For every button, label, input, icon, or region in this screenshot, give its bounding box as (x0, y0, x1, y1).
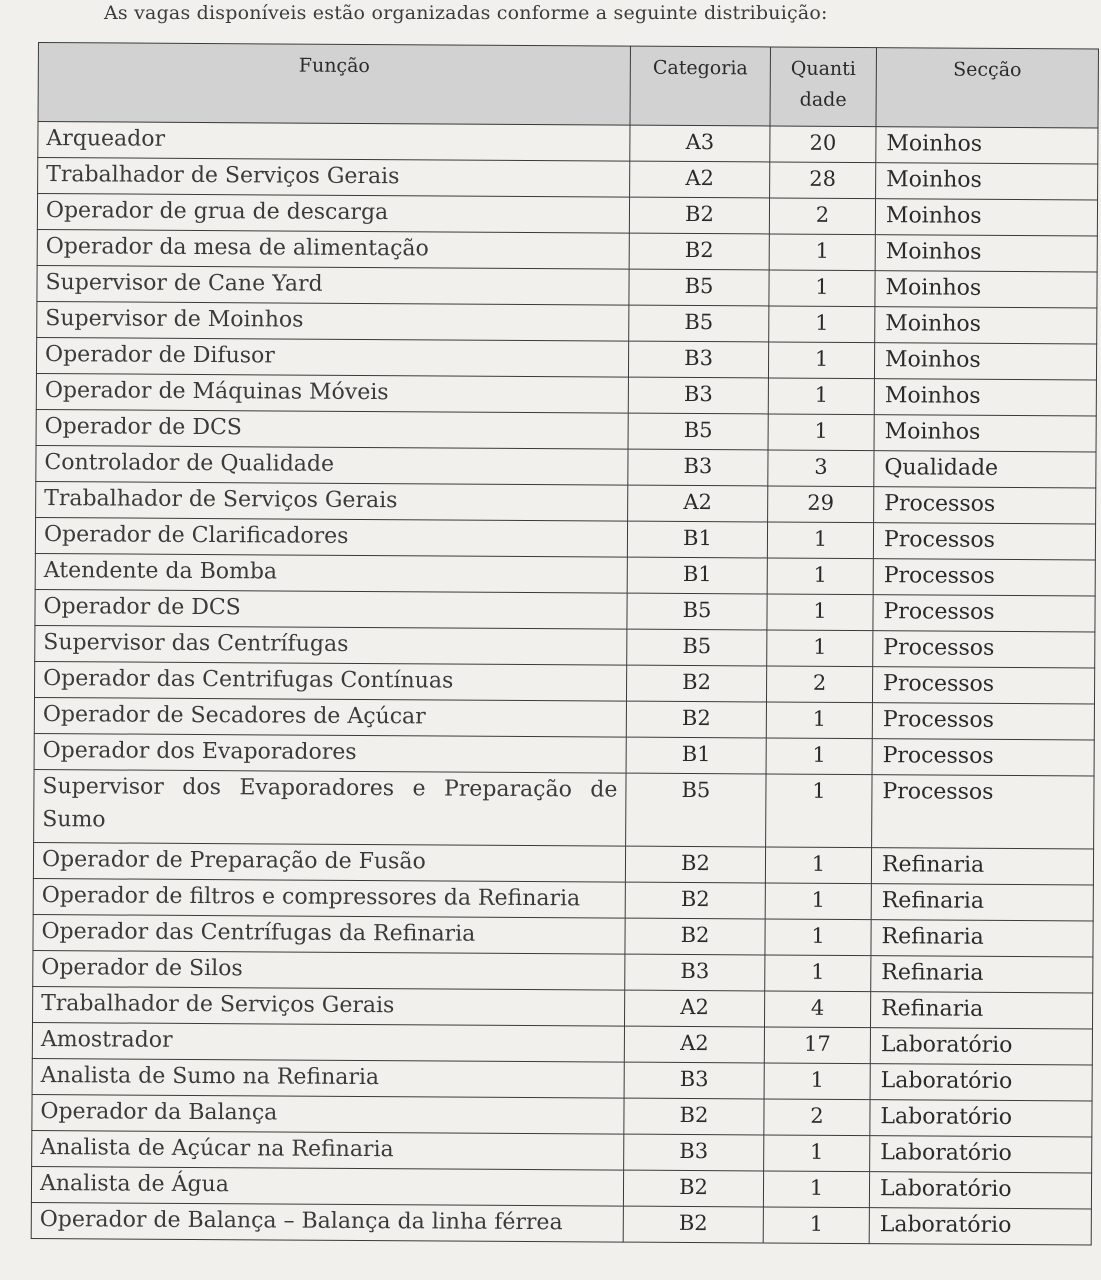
cell-categoria: B2 (623, 1170, 763, 1207)
cell-funcao: Operador de Silos (33, 950, 625, 990)
cell-funcao: Supervisor de Moinhos (37, 301, 629, 341)
cell-funcao: Operador da mesa de alimentação (37, 229, 629, 269)
cell-funcao: Operador de Difusor (36, 337, 628, 377)
header-categoria: Categoria (630, 46, 770, 126)
cell-funcao: Analista de Água (31, 1166, 623, 1206)
cell-quantidade: 1 (768, 342, 874, 379)
cell-seccao: Moinhos (874, 343, 1096, 380)
cell-categoria: B2 (624, 1098, 764, 1135)
cell-seccao: Refinaria (871, 956, 1093, 993)
cell-seccao: Laboratório (869, 1208, 1091, 1245)
cell-funcao: Operador de Clarificadores (35, 517, 627, 557)
cell-funcao: Trabalhador de Serviços Gerais (38, 158, 630, 198)
cell-quantidade: 1 (763, 1171, 869, 1208)
cell-funcao: Operador de grua de descarga (37, 194, 629, 234)
cell-quantidade: 1 (767, 594, 873, 631)
cell-quantidade: 1 (765, 955, 871, 992)
cell-funcao: Operador de Balança – Balança da linha férrea (31, 1202, 623, 1242)
cell-categoria: B2 (625, 882, 765, 919)
cell-quantidade: 1 (765, 883, 871, 920)
header-funcao: Função (38, 43, 630, 126)
cell-categoria: B3 (625, 954, 765, 991)
cell-quantidade: 1 (764, 1135, 870, 1172)
cell-funcao: Supervisor de Cane Yard (37, 265, 629, 305)
cell-categoria: B5 (628, 413, 768, 450)
cell-seccao: Processos (872, 739, 1094, 776)
cell-categoria: A2 (624, 1026, 764, 1063)
cell-seccao: Laboratório (870, 1028, 1092, 1065)
cell-seccao: Laboratório (870, 1136, 1092, 1173)
cell-funcao: Supervisor das Centrífugas (35, 625, 627, 665)
header-row (38, 43, 1098, 128)
cell-quantidade: 20 (770, 126, 876, 163)
cell-seccao: Processos (874, 487, 1096, 524)
cell-funcao: Arqueador (38, 122, 630, 162)
cell-categoria: B1 (626, 737, 766, 774)
cell-categoria: A2 (624, 990, 764, 1027)
cell-funcao: Operador de DCS (35, 589, 627, 629)
cell-quantidade: 1 (766, 702, 872, 739)
cell-quantidade: 1 (767, 630, 873, 667)
cell-seccao: Processos (873, 523, 1095, 560)
cell-funcao: Analista de Sumo na Refinaria (32, 1058, 624, 1098)
cell-categoria: B2 (625, 918, 765, 955)
cell-funcao: Trabalhador de Serviços Gerais (36, 481, 628, 521)
header-seccao: Secção (876, 48, 1098, 128)
cell-seccao: Moinhos (874, 415, 1096, 452)
cell-seccao: Moinhos (875, 199, 1097, 236)
cell-quantidade: 1 (766, 738, 872, 775)
cell-funcao: Operador dos Evaporadores (34, 733, 626, 773)
cell-seccao: Processos (872, 775, 1094, 849)
cell-quantidade: 17 (764, 1027, 870, 1064)
cell-seccao: Moinhos (875, 271, 1097, 308)
cell-quantidade: 4 (764, 991, 870, 1028)
cell-categoria: B5 (627, 629, 767, 666)
cell-funcao: Atendente da Bomba (35, 553, 627, 593)
cell-quantidade: 28 (770, 162, 876, 199)
cell-categoria: A3 (630, 125, 770, 162)
cell-funcao: Operador das Centrífugas da Refinaria (33, 914, 625, 954)
cell-categoria: B3 (628, 449, 768, 486)
cell-seccao: Processos (872, 703, 1094, 740)
cell-categoria: B3 (624, 1134, 764, 1171)
cell-seccao: Laboratório (870, 1064, 1092, 1101)
cell-categoria: B2 (629, 233, 769, 270)
cell-quantidade: 3 (768, 450, 874, 487)
intro-text: As vagas disponíveis estão organizadas conforme a seguinte distribuição: (104, 2, 828, 24)
cell-seccao: Laboratório (869, 1172, 1091, 1209)
cell-quantidade: 1 (766, 774, 872, 848)
vacancy-table-container (31, 42, 1101, 1245)
cell-seccao: Laboratório (870, 1100, 1092, 1137)
header-quantidade: Quanti dade (770, 47, 876, 127)
cell-funcao: Controlador de Qualidade (36, 445, 628, 485)
cell-categoria: B3 (628, 341, 768, 378)
cell-quantidade: 2 (769, 198, 875, 235)
cell-quantidade: 1 (769, 270, 875, 307)
cell-funcao: Operador da Balança (32, 1094, 624, 1134)
cell-categoria: B2 (629, 197, 769, 234)
cell-quantidade: 1 (767, 522, 873, 559)
cell-funcao: Analista de Açúcar na Refinaria (32, 1130, 624, 1170)
cell-categoria: B5 (629, 305, 769, 342)
cell-categoria: A2 (628, 485, 768, 522)
cell-seccao: Moinhos (876, 163, 1098, 200)
cell-quantidade: 1 (765, 847, 871, 884)
cell-seccao: Processos (872, 667, 1094, 704)
cell-seccao: Moinhos (875, 235, 1097, 272)
cell-categoria: B2 (626, 701, 766, 738)
cell-categoria: B5 (626, 773, 766, 847)
cell-quantidade: 1 (763, 1207, 869, 1244)
cell-funcao: Operador das Centrifugas Contínuas (34, 661, 626, 701)
cell-categoria: B2 (626, 665, 766, 702)
cell-seccao: Refinaria (871, 920, 1093, 957)
cell-categoria: B3 (624, 1062, 764, 1099)
cell-quantidade: 1 (768, 414, 874, 451)
cell-seccao: Qualidade (874, 451, 1096, 488)
cell-funcao: Operador de Preparação de Fusão (33, 842, 625, 882)
table-row (31, 1202, 1091, 1244)
cell-seccao: Moinhos (876, 127, 1098, 164)
table-row (34, 769, 1094, 848)
cell-seccao: Refinaria (871, 884, 1093, 921)
cell-categoria: B2 (625, 846, 765, 883)
cell-quantidade: 1 (765, 919, 871, 956)
cell-quantidade: 1 (768, 378, 874, 415)
cell-funcao: Operador de DCS (36, 409, 628, 449)
table-body (31, 122, 1098, 1245)
vacancy-table (31, 42, 1099, 1245)
cell-funcao: Operador de Secadores de Açúcar (34, 697, 626, 737)
cell-seccao: Moinhos (875, 307, 1097, 344)
cell-quantidade: 1 (764, 1063, 870, 1100)
cell-seccao: Processos (873, 631, 1095, 668)
cell-seccao: Refinaria (870, 992, 1092, 1029)
cell-funcao: Trabalhador de Serviços Gerais (33, 986, 625, 1026)
cell-funcao: Amostrador (32, 1022, 624, 1062)
cell-quantidade: 1 (767, 558, 873, 595)
cell-categoria: A2 (630, 161, 770, 198)
cell-quantidade: 1 (769, 306, 875, 343)
cell-quantidade: 1 (769, 234, 875, 271)
cell-categoria: B5 (627, 593, 767, 630)
cell-quantidade: 2 (764, 1099, 870, 1136)
cell-seccao: Processos (873, 559, 1095, 596)
table-header (38, 43, 1098, 128)
cell-funcao: Operador de Máquinas Móveis (36, 373, 628, 413)
cell-seccao: Refinaria (871, 848, 1093, 885)
cell-categoria: B1 (627, 521, 767, 558)
cell-categoria: B1 (627, 557, 767, 594)
cell-funcao: Supervisor dos Evaporadores e Preparação de Sumo (34, 769, 626, 846)
cell-funcao: Operador de filtros e compressores da Refinaria (33, 878, 625, 918)
cell-quantidade: 2 (766, 666, 872, 703)
cell-categoria: B3 (628, 377, 768, 414)
cell-seccao: Moinhos (874, 379, 1096, 416)
cell-seccao: Processos (873, 595, 1095, 632)
cell-categoria: B2 (623, 1206, 763, 1243)
cell-categoria: B5 (629, 269, 769, 306)
cell-quantidade: 29 (768, 486, 874, 523)
